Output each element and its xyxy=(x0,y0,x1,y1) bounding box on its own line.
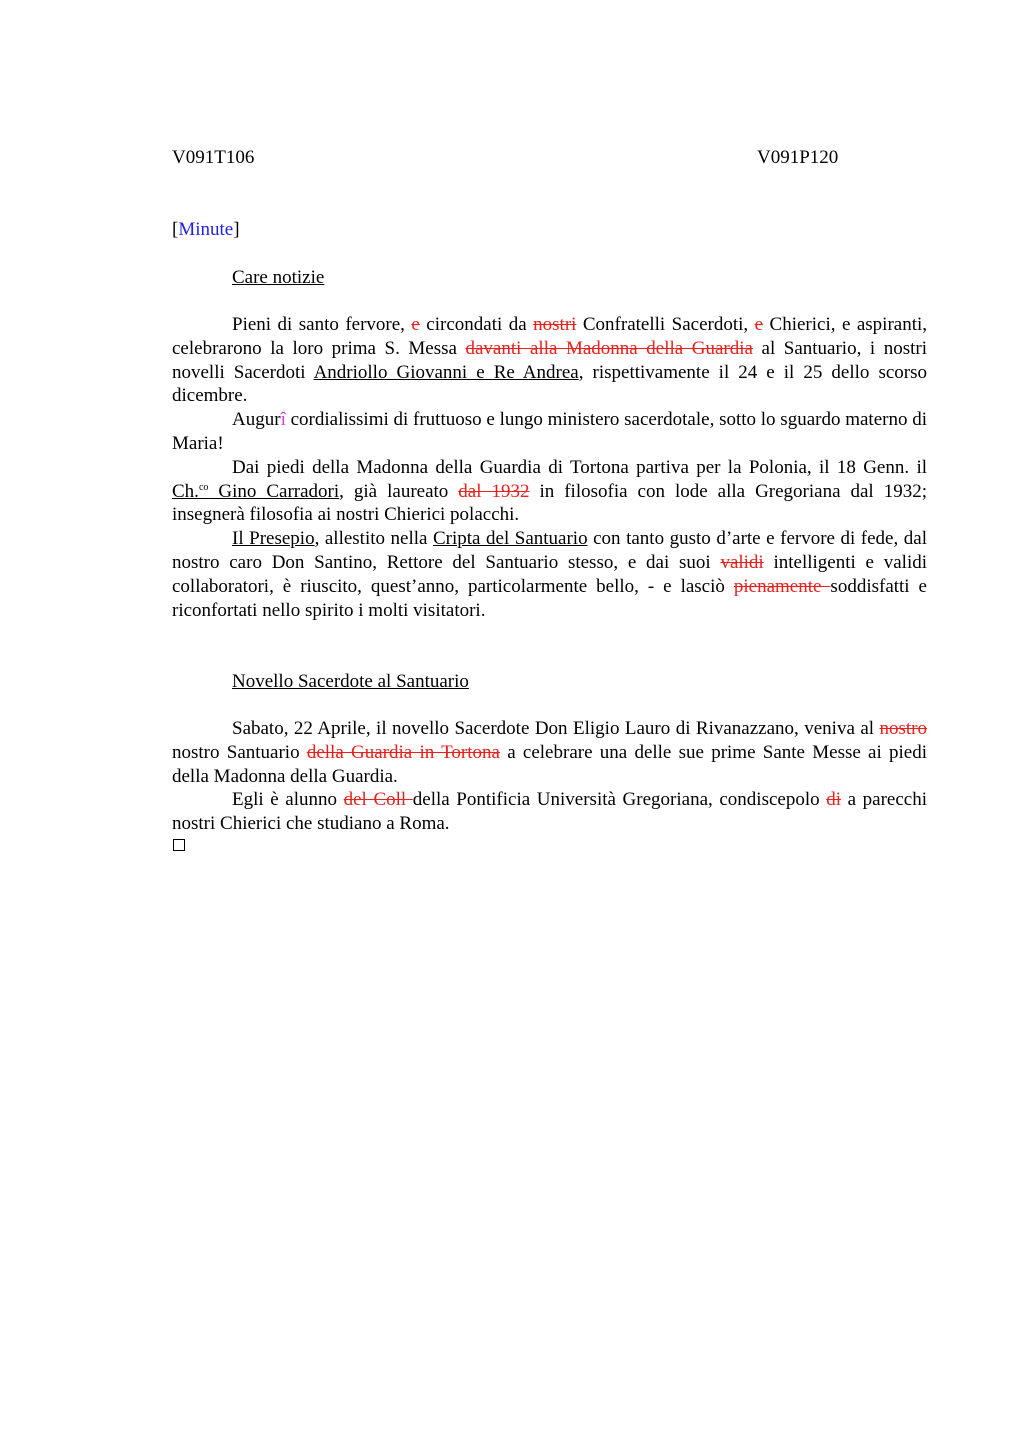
deleted-text: nostri xyxy=(533,314,577,335)
minute-tag-close-bracket: ] xyxy=(233,219,240,240)
text-run: Egli è alunno xyxy=(232,789,344,811)
text-run: circondati da xyxy=(419,314,534,335)
paragraph-alunno xyxy=(172,788,927,836)
text-run: della Pontificia Università Gregoriana, condiscepolo xyxy=(412,789,827,811)
paragraph-don-eligio xyxy=(172,717,927,788)
deleted-text: pienamente xyxy=(733,575,831,597)
text-run: , già laureato xyxy=(339,480,459,502)
minute-tag-label: Minute xyxy=(178,219,234,240)
deleted-text: del Coll xyxy=(343,789,413,811)
deleted-text: e xyxy=(754,314,764,335)
deleted-text: della Guardia in Tortona xyxy=(306,741,500,763)
text-run: con tanto gusto d’arte e fervore di fede, dal nostro caro Don Santino, Rettore del Santuario stesso, e dai suoi xyxy=(172,528,927,573)
paragraph-novelli-sacerdoti xyxy=(172,313,927,408)
text-run: a celebrare una delle sue prime Sante Messe ai piedi della Madonna della Guardia. xyxy=(172,741,927,787)
section-title-novello-sacerdote: Novello Sacerdote al Santuario xyxy=(232,671,469,692)
text-run: Augur xyxy=(232,409,281,431)
deleted-text: nostro xyxy=(879,718,927,739)
deleted-text: validi xyxy=(720,551,764,573)
text-run: Pieni di santo fervore, xyxy=(232,314,412,335)
text-run: Ch. xyxy=(172,480,199,502)
correction-mark: î xyxy=(280,409,286,431)
text-run: Chierici, e aspiranti, celebrarono la loro prima S. Messa xyxy=(172,314,928,359)
deleted-text: dal 1932 xyxy=(458,480,530,502)
text-run: , allestito nella xyxy=(314,528,433,550)
underlined-text: Cripta del Santuario xyxy=(433,528,588,550)
empty-checkbox-icon xyxy=(173,839,185,851)
text-run: in filosofia con lode alla Gregoriana dal 1932; insegnerà filosofia ai nostri Chierici polacchi. xyxy=(172,480,927,526)
superscript: co xyxy=(198,481,209,493)
text-run: soddisfatti e riconfortati nello spirito i molti visitatori. xyxy=(172,575,927,621)
minute-tag xyxy=(172,218,240,242)
document-code-right: V091P120 xyxy=(757,147,839,168)
section-body-care-notizie xyxy=(172,313,927,622)
paragraph-auguri xyxy=(172,408,927,456)
underlined-text: Il Presepio xyxy=(232,528,315,550)
text-run: a parecchi nostri Chierici che studiano a Roma. xyxy=(172,789,927,835)
deleted-text: di xyxy=(826,789,841,811)
document-code-left: V091T106 xyxy=(172,147,255,168)
text-run: nostro Santuario xyxy=(172,741,307,763)
text-run: Sabato, 22 Aprile, il novello Sacerdote Don Eligio Lauro di Rivanazzano, veniva al xyxy=(232,718,880,739)
text-run: , rispettivamente il 24 e il 25 dello scorso dicembre. xyxy=(172,361,927,407)
text-run: cordialissimi di fruttuoso e lungo ministero sacerdotale, sotto lo sguardo materno di Maria! xyxy=(172,409,927,454)
section-body-novello-sacerdote xyxy=(172,717,927,836)
paragraph-presepio xyxy=(172,527,927,622)
deleted-text: e xyxy=(411,314,420,335)
deleted-text: davanti alla Madonna della Guardia xyxy=(465,337,753,359)
text-run: Dai piedi della Madonna della Guardia di Tortona partiva per la Polonia, il 18 Genn. il xyxy=(232,456,927,478)
minute-tag-open-bracket: [ xyxy=(172,219,179,240)
underlined-name-carradori xyxy=(172,481,339,502)
text-run: Gino Carradori xyxy=(208,480,340,502)
paragraph-carradori xyxy=(172,456,927,527)
underlined-names: Andriollo Giovanni e Re Andrea xyxy=(313,361,579,383)
section-title-care-notizie: Care notizie xyxy=(232,267,325,288)
text-run: intelligenti e validi collaboratori, è riuscito, quest’anno, particolarmente bello, - e lasciò xyxy=(172,551,927,597)
text-run: Confratelli Sacerdoti, xyxy=(576,314,755,335)
text-run: al Santuario, i nostri novelli Sacerdoti xyxy=(172,337,928,383)
